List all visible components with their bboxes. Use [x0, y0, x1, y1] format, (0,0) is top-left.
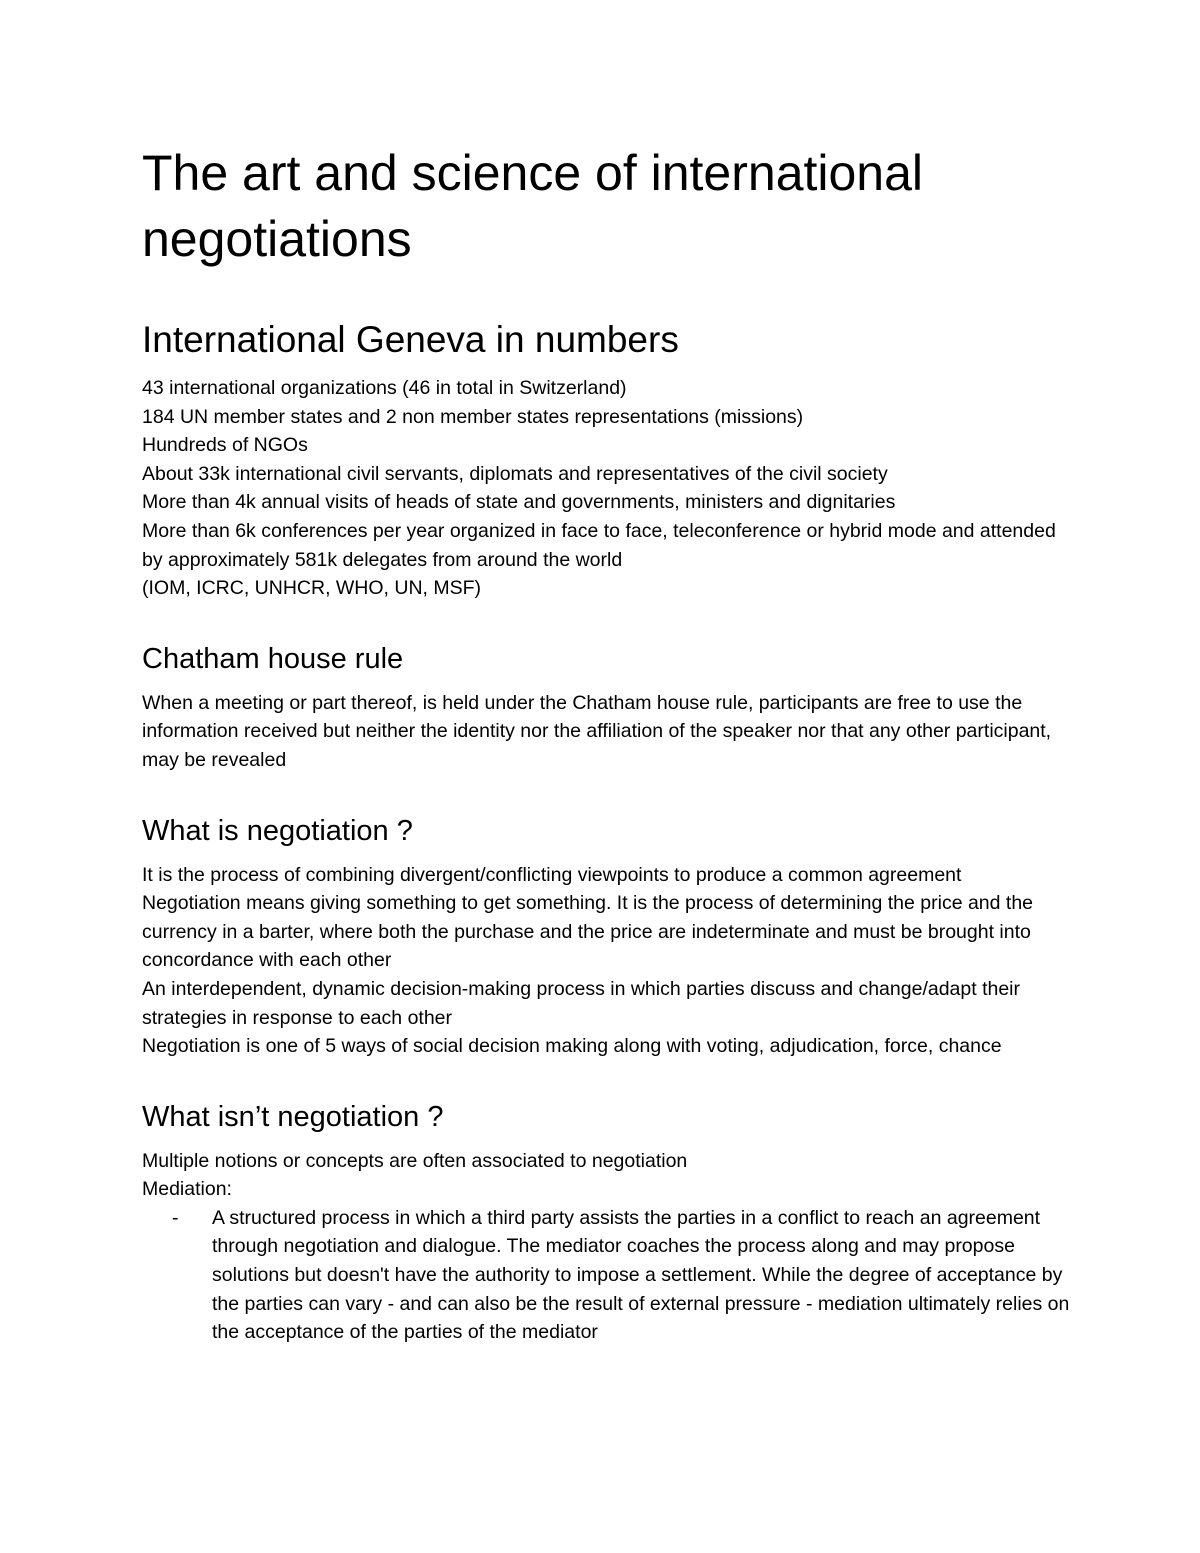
section-body-geneva [142, 374, 1072, 603]
paragraph-line: Multiple notions or concepts are often associated to negotiation [142, 1149, 688, 1172]
paragraph-line: When a meeting or part thereof, is held under the Chatham house rule, participants are free to use the information received but neither the identity nor the affiliation of the speaker nor that any other participant, may be revealed [142, 691, 1052, 771]
section-body-what-isnt [142, 1147, 1072, 1347]
paragraph-line: More than 6k conferences per year organized in face to face, teleconference or hybrid mode and attended by approximately 581k delegates from around the world [142, 519, 1056, 571]
paragraph-line: It is the process of combining divergent/conflicting viewpoints to produce a common agreement [142, 863, 962, 886]
dash-bullet-icon: - [172, 1206, 179, 1229]
paragraph-line: Negotiation means giving something to get something. It is the process of determining the price and the currency in a barter, where both the purchase and the price are indeterminate and must be brought into concordance with each other [142, 892, 1034, 972]
paragraph-line: Negotiation is one of 5 ways of social decision making along with voting, adjudication, force, chance [142, 1035, 1002, 1058]
section-body-chatham [142, 689, 1072, 775]
list-item-text: A structured process in which a third party assists the parties in a conflict to reach an agreement through negotiation and dialogue. The mediator coaches the process along and may propose solutions but doesn't have the authority to impose a settlement. While the degree of acceptance by the parties can vary - and can also be the result of external pressure - mediation ultimately relies on the acceptance of the parties of the mediator [212, 1206, 1070, 1344]
paragraph-line: (IOM, ICRC, UNHCR, WHO, UN, MSF) [142, 577, 482, 600]
paragraph-line: 43 international organizations (46 in total in Switzerland) [142, 377, 627, 399]
paragraph-line: 184 UN member states and 2 non member states representations (missions) [142, 405, 804, 428]
paragraph-line: More than 4k annual visits of heads of state and governments, ministers and dignitaries [142, 491, 896, 514]
section-heading-chatham: Chatham house rule [142, 642, 404, 675]
document-title: The art and science of international negotiations [142, 145, 924, 267]
paragraph-line: An interdependent, dynamic decision-making process in which parties discuss and change/adapt their strategies in response to each other [142, 977, 1021, 1029]
document-page [142, 140, 1072, 1347]
section-body-what-is [142, 861, 1072, 1061]
section-heading-what-is: What is negotiation ? [142, 814, 413, 847]
paragraph-line: Mediation: [142, 1178, 232, 1201]
list-item [142, 1204, 1072, 1347]
paragraph-line: About 33k international civil servants, diplomats and representatives of the civil society [142, 462, 888, 485]
section-heading-geneva: International Geneva in numbers [142, 319, 679, 360]
section-heading-what-isnt: What isn’t negotiation ? [142, 1100, 444, 1133]
bullet-list [142, 1204, 1072, 1347]
paragraph-line: Hundreds of NGOs [142, 434, 308, 457]
